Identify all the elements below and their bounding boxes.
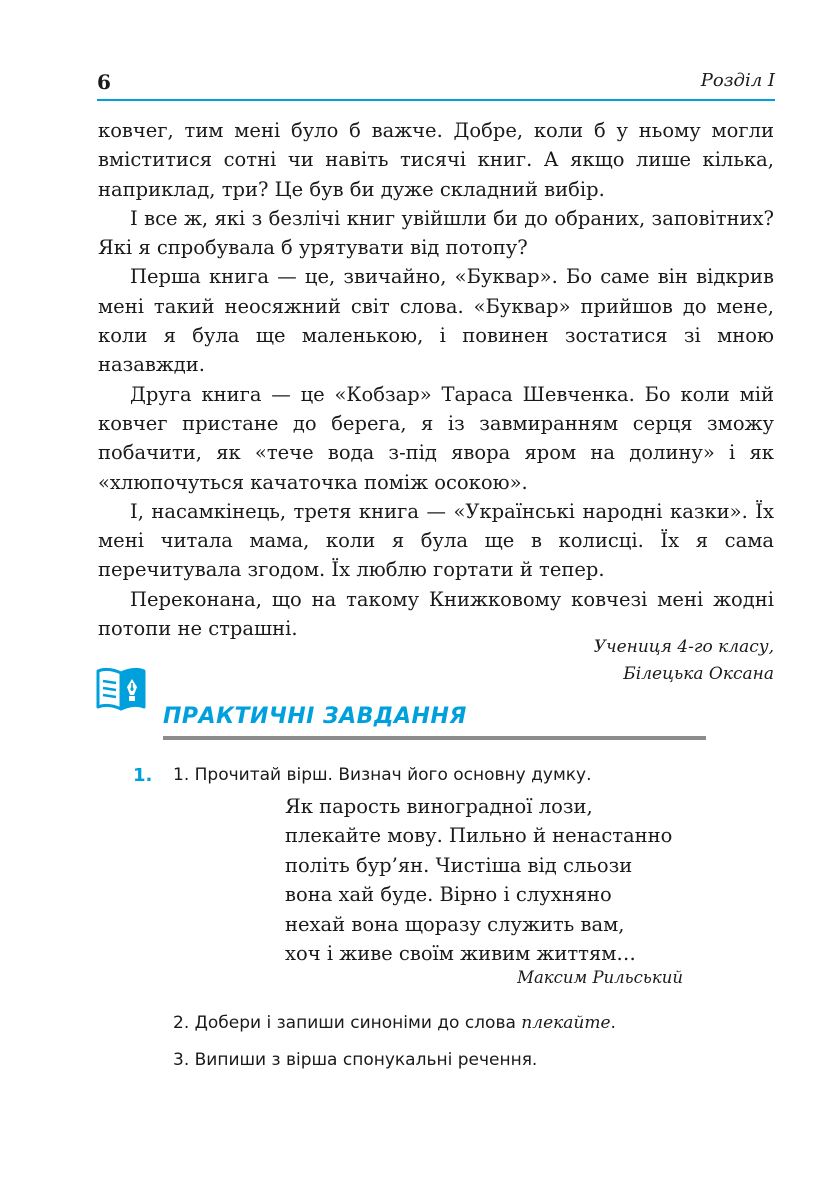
essay-text: [98, 116, 774, 643]
poem-line: вона хай буде. Вірно і слухняно: [285, 883, 612, 907]
paragraph: Друга книга — це «Кобзар» Тараса Шевченка. Бо коли мій ковчег пристане до берега, я із завмиранням серця зможу побачити, як «тече вода з-під явора яром на долину» і як «хлюпочуться качаточка поміж осокою».: [98, 382, 774, 494]
page-number: 6: [97, 70, 111, 94]
task-item-2: [173, 1013, 616, 1033]
paragraph: І все ж, які з безлічі книг увійшли би до обраних, заповітних? Які я спробувала б урятувати від потопу?: [98, 206, 774, 260]
page-header: [97, 70, 775, 96]
poem-author: Максим Рильський: [517, 968, 683, 987]
task-item-3: 3. Випиши з вірша спонукальні речення.: [173, 1050, 538, 1070]
paragraph: Переконана, що на такому Книжковому ковчезі мені жодні потопи не страшні.: [98, 587, 774, 641]
open-book-pen-icon: [96, 665, 146, 713]
poem-line: політь бур’ян. Чистіша від сльози: [285, 853, 633, 877]
paragraph: Перша книга — це, звичайно, «Буквар». Бо саме він відкрив мені такий неосяжний світ слова. «Буквар» прийшов до мене, коли я була ще маленькою, і повинен зостатися зі мною назавжди.: [98, 265, 774, 377]
signature-line: Білецька Оксана: [623, 664, 774, 684]
poem: [285, 792, 715, 968]
task-number: 1.: [133, 765, 153, 786]
poem-line: хоч і живе своїм живим життям…: [285, 942, 636, 966]
task-text: 2. Добери і запиши синоніми до слова: [173, 1013, 522, 1033]
section-title: Розділ І: [700, 70, 775, 91]
paragraph: ковчег, тим мені було б важче. Добре, коли б у ньому могли вміститися сотні чи навіть тисячі книг. А якщо лише кілька, наприклад, три? Це був би дуже складний вибір.: [98, 119, 774, 201]
header-divider: [97, 99, 775, 101]
poem-line: Як парость виноградної лози,: [285, 795, 593, 818]
paragraph: І, насамкінець, третя книга — «Українські народні казки». Їх мені читала мама, коли я була ще в колисці. Їх я сама перечитувала згодом. Їх люблю гортати й тепер.: [98, 499, 774, 582]
practical-tasks-heading: ПРАКТИЧНІ ЗАВДАННЯ: [163, 704, 467, 729]
highlighted-word: плекайте: [521, 1013, 611, 1033]
author-signature: [374, 634, 774, 688]
signature-line: Учениця 4-го класу,: [593, 637, 774, 657]
poem-line: нехай вона щоразу служить вам,: [285, 912, 625, 936]
heading-underline: [163, 736, 706, 740]
poem-line: плекайте мову. Пильно й ненастанно: [285, 824, 673, 848]
task-text-end: .: [610, 1013, 616, 1033]
task-item-1: 1. Прочитай вірш. Визнач його основну думку.: [173, 765, 592, 785]
